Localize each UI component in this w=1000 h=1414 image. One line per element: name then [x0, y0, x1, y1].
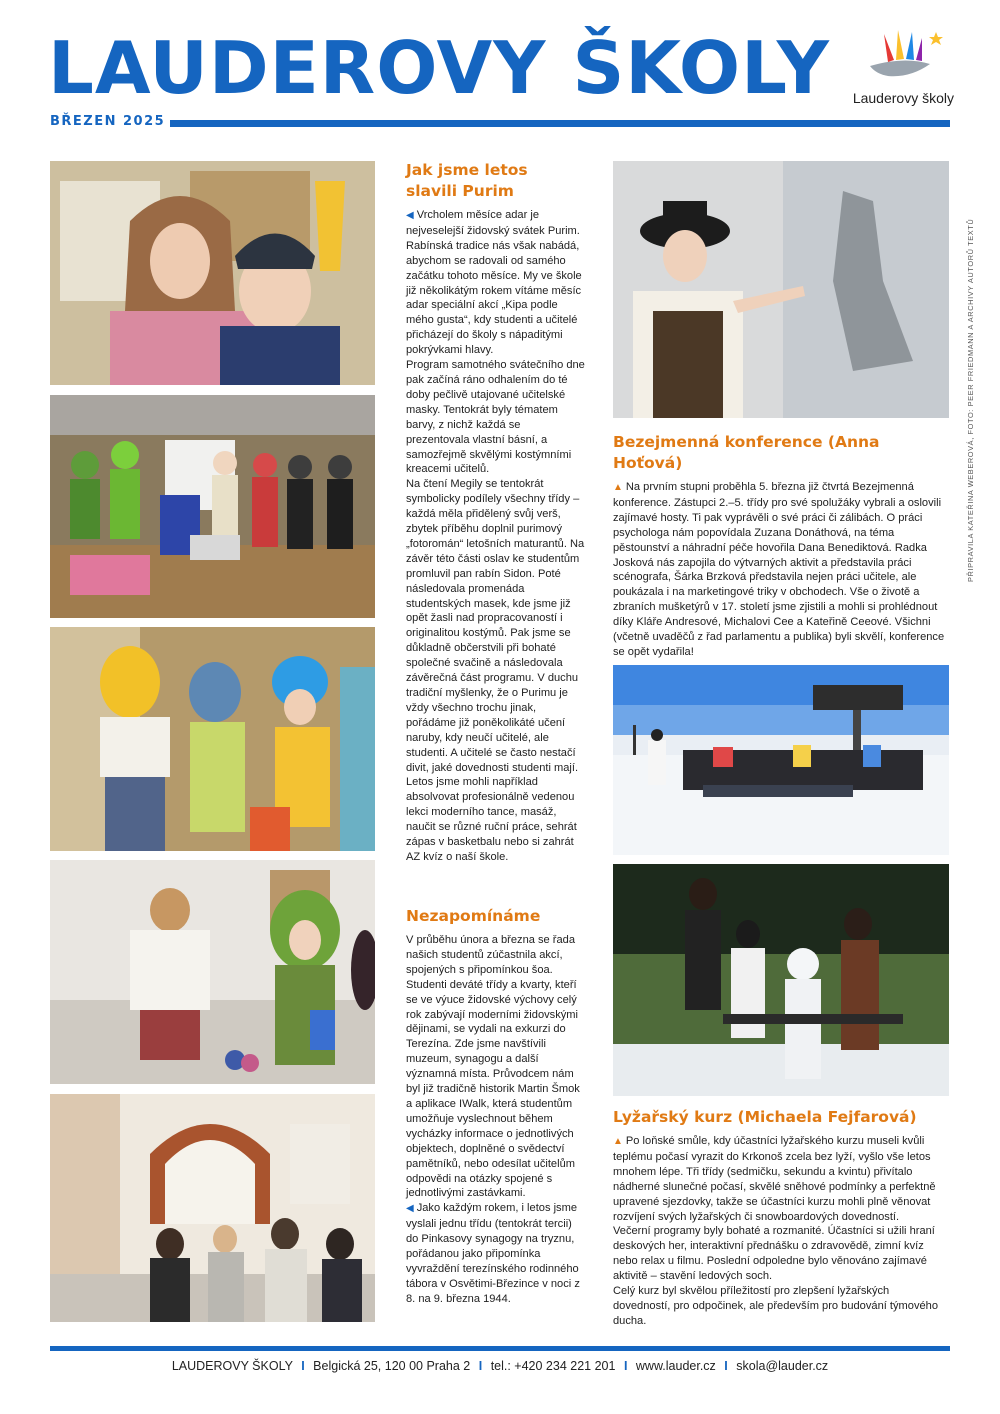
article-nezapominame — [406, 906, 586, 1307]
footer-org: LAUDEROVY ŠKOLY — [171, 1359, 293, 1373]
article-title: Jak jsme letos slavili Purim — [406, 161, 528, 200]
article-body — [613, 1134, 949, 1329]
article-body — [613, 480, 949, 660]
article-title: Nezapomínáme — [406, 907, 541, 925]
article-purim — [406, 160, 586, 865]
footer-address: Belgická 25, 120 00 Praha 2 — [313, 1359, 471, 1373]
footer — [50, 1359, 950, 1373]
footer-web-link[interactable]: www.lauder.cz — [635, 1359, 716, 1373]
footer-separator: I — [301, 1359, 305, 1373]
paragraph-text: Na prvním stupni proběhla 5. března již čtvrtá Bezejmenná konference. Zástupci 2.–5. třídy pro své spolužáky vybrali a oslovili zajímavé hosty. Ti pak vyprávěli o své práci či zálibách. O práci psychologa nám popovídala Zuzana Donáthová, na téma pěstounství a náhradní péče hovořila Dana Benediktová. Radka Josková nás zapojila do výtvarných aktivit a představila práci scénografa, Šárka Brzková představila nejen práci učitele, ale poukázala i na marketingové triky v obchodech. Vše o životě a zbraních mušketýrů v 17. století jsme zjistili a mohli si prohlédnout díky Kláře Andresové, Michalovi Cee a Kateřině Ceeové. Všichni (včetně uvaděčů z řad parlamentu a publika) byli skvělí, konference se opět vydařila! — [613, 481, 945, 658]
paragraph-text: Vrcholem měsíce adar je nejveselejší židovský svátek Purim. Rabínská tradice nás však nabádá, abychom se radovali od samého začátku tohoto měsíce. My ve škole již několikátým rokem vítáme měsíc adar speciální akcí „Kipa podle mého gusta“, kdy studenti a učitelé přicházejí do školy s nápaditými pokrývkami hlavy. — [406, 209, 582, 357]
triangle-up-icon: ▲ — [613, 1136, 623, 1147]
photo-synagogue-visit — [50, 1094, 375, 1322]
paragraph-text: Po loňské smůle, kdy účastníci lyžařského kurzu museli kvůli teplému počasí vyrazit do Krkonoš zcela bez lyží, vyšlo vše letos mnohem lépe. Tři třídy (sedmičku, sekundu a kvintu) přivítalo nádherné slunečné počasí, skvělé sněhové podmínky a perfektně upravené sjezdovky, takže se účastníci kurzu mohli plně věnovat rozvíjení svých lyžařských či snowboardových dovedností. — [613, 1135, 936, 1223]
photo-ski-group — [613, 665, 949, 855]
photo-workshop — [50, 860, 375, 1084]
footer-phone: tel.: +420 234 221 201 — [490, 1359, 616, 1373]
footer-separator: I — [478, 1359, 483, 1373]
photo-purim-children — [50, 161, 375, 385]
triangle-left-icon: ◀ — [406, 210, 414, 221]
article-paragraph: Program samotného svátečního dne pak začíná ráno odhalením do té doby pečlivě utajované učitelské masky. Tentokrát byly tématem barvy, z nichž každá se prezentovala vlastní básní, a samozřejmě skvělými kostýmními kreacemi učitelů. — [406, 359, 585, 476]
article-paragraph — [613, 1134, 949, 1224]
article-paragraph: V průběhu února a března se řada našich studentů zúčastnila akcí, spojených s připomínkou šoa. Studenti deváté třídy a kvarty, kteří se ve výuce židovské výchovy celý rok zabývají moderními židovskými dějinami, se vydali na exkurzi do Terezína. Zde jsme navštívili muzeum, synagogu a další významná místa. Průvodcem nám byl již tradičně historik Martin Šmok a aplikace IWalk, která studentům umožňuje vyslechnout během vycházky informace o jednotlivých objektech, doplněné o svědectví pamětníků, nebo odesílat učitelům odpovědi na otázky spojené s jednotlivými zastávkami. — [406, 934, 580, 1200]
bottom-rule — [50, 1346, 950, 1351]
article-body — [406, 933, 586, 1307]
article-paragraph: Na čtení Megily se tentokrát symbolicky podílely všechny třídy – každá měla přidělený svůj verš, zbytek příběhu doplnil purimový „fotoromán“ letošních maturantů. Na závěr této části oslav ke studentům promluvil pan rabín Sidon. Poté následovala promenáda studentských masek, kde jsme již opět žasli nad propracovaností i originalitou kostýmů. Pak jsme se důkladně občerstvili při bohaté společné svačině a následovala závěrečná část programu. V duchu tradiční myšlenky, že o Purimu je vždy všechno trochu jinak, pořádáme již poněkolikáté učení naruby, kdy neučí učitelé, ale studenti. A učitelé se často nestačí divit, jaké dovednosti studenti mají. Letos jsme mohli například absolvovat profesionálně vedenou lekci moderního tance, masáž, naučit se různé ruční práce, sehrát zápas v basketbalu nebo si zahrát AZ kvíz o naší škole. — [406, 478, 585, 863]
article-paragraph — [406, 208, 586, 358]
logo-sail-icon — [864, 26, 960, 88]
school-logo — [836, 26, 966, 110]
logo-text: Lauderovy školy — [852, 90, 954, 106]
triangle-left-icon: ◀ — [406, 1203, 414, 1215]
article-title: Lyžařský kurz (Michaela Fejfarová) — [613, 1108, 917, 1126]
photo-musketeer-speaker — [613, 161, 949, 418]
top-rule — [170, 120, 950, 127]
article-paragraph: Večerní programy byly bohaté a rozmanité. Účastníci si užili hraní deskových her, interaktivní přednášku o zdravovědě, zimní kvíz nebo relax u filmu. Poslední odpoledne bylo věnováno zajímavé aktivitě – stavění ledových soch. — [613, 1225, 935, 1283]
article-paragraph — [406, 1201, 586, 1306]
article-lyzarsky — [613, 1107, 949, 1329]
photo-snow-sculpture — [613, 864, 949, 1096]
footer-separator: I — [623, 1359, 628, 1373]
article-konference — [613, 432, 949, 660]
article-body — [406, 208, 586, 865]
issue-date: BŘEZEN 2025 — [50, 114, 166, 129]
footer-email-link[interactable]: skola@lauder.cz — [736, 1359, 829, 1373]
article-paragraph: Celý kurz byl skvělou příležitostí pro zlepšení lyžařských dovedností, pro odpočinek, ale především pro budování týmového ducha. — [613, 1285, 939, 1327]
paragraph-text: Jako každým rokem, i letos jsme vyslali jednu třídu (tentokrát tercii) do Pinkasovy synagogy na tryznu, pořádanou jako připomínka vyvraždění terezínského rodinného tábora v Osvětimi-Březince v noci z 8. na 9. března 1944. — [406, 1202, 580, 1305]
article-paragraph — [613, 480, 949, 660]
masthead-title: LAUDEROVY ŠKOLY — [48, 26, 830, 110]
photo-credit: PŘIPRAVILA KATEŘINA WEBEROVÁ, FOTO: PEER FRIEDMANN A ARCHIVY AUTORŮ TEXTŮ — [966, 218, 975, 582]
triangle-up-icon: ▲ — [613, 482, 623, 493]
photo-teachers-costumes — [50, 395, 375, 618]
photo-purim-masks — [50, 627, 375, 851]
article-title: Bezejmenná konference (Anna Hoťová) — [613, 433, 880, 472]
footer-separator: I — [724, 1359, 728, 1373]
